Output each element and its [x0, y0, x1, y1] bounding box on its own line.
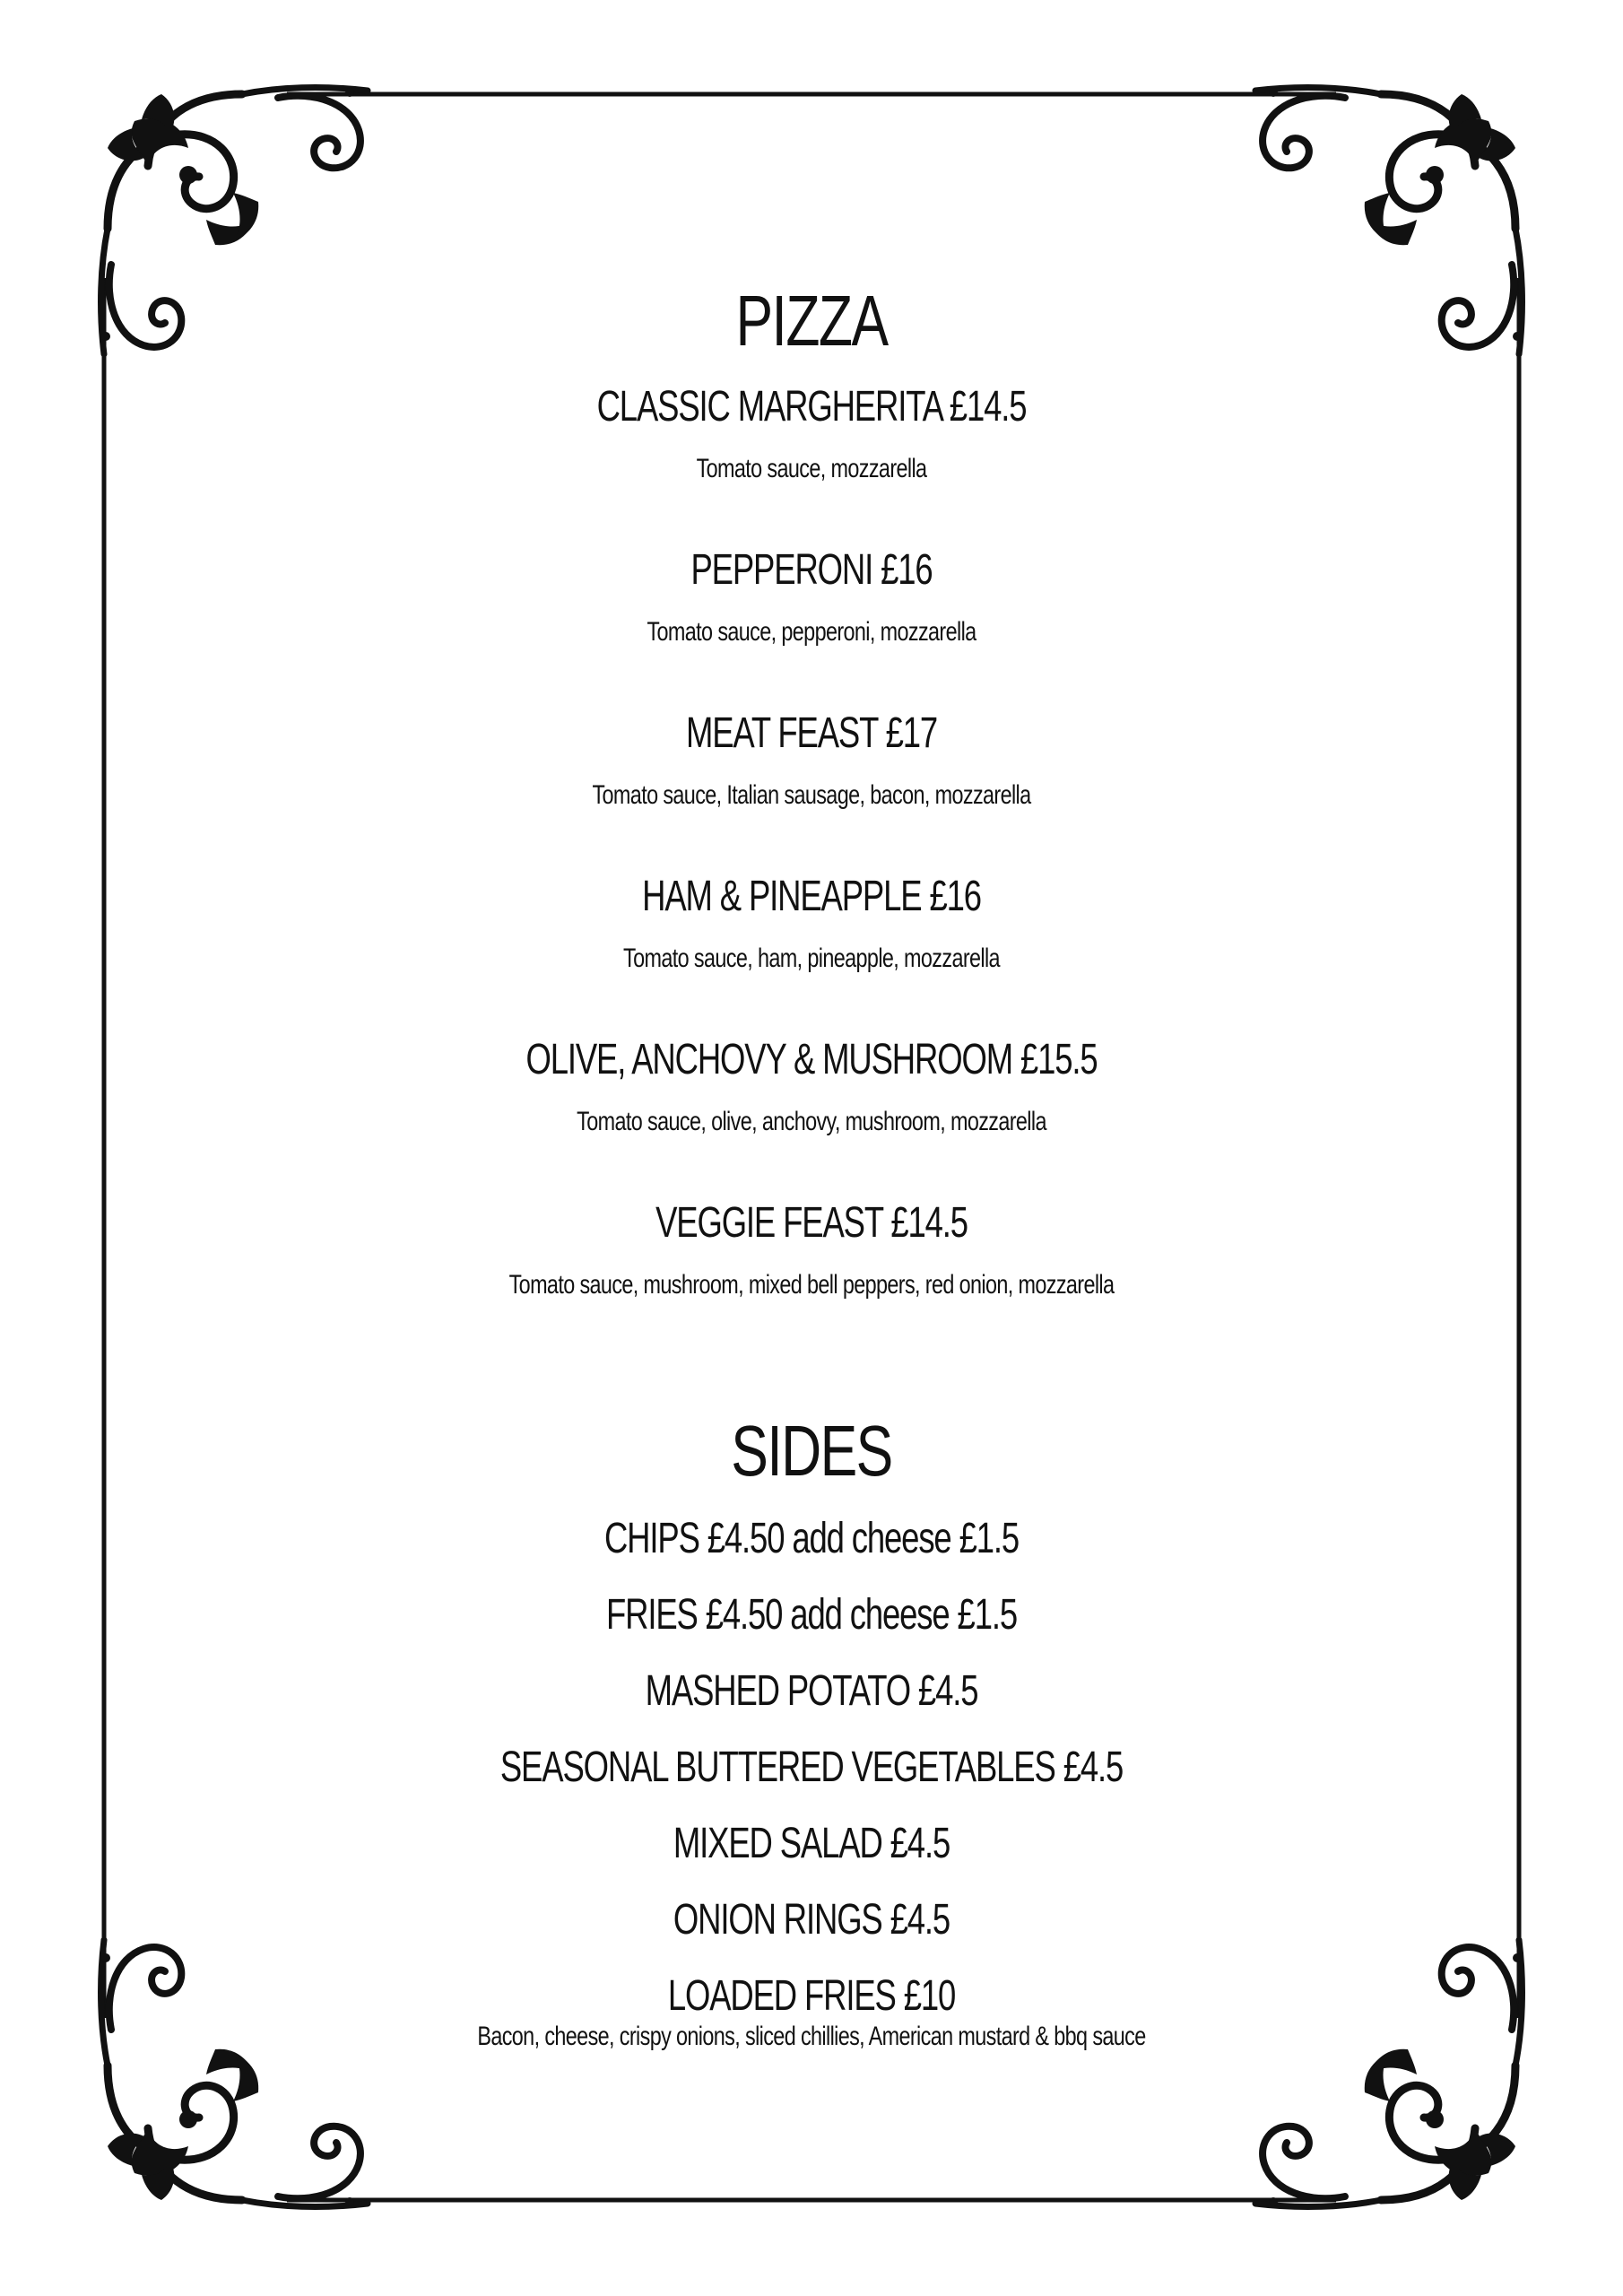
pizza-section-title: PIZZA: [735, 281, 888, 361]
side-item-name: SEASONAL BUTTERED VEGETABLES £4.5: [499, 1744, 1124, 1791]
sides-section-title: SIDES: [731, 1411, 892, 1491]
menu-item-name: HAM & PINEAPPLE £16: [642, 873, 981, 920]
menu-item-name: CLASSIC MARGHERITA £14.5: [596, 383, 1027, 430]
menu-item-description: Tomato sauce, olive, anchovy, mushroom, mozzarella: [577, 1107, 1046, 1136]
side-item-name: MASHED POTATO £4.5: [645, 1667, 978, 1715]
side-item-description: Bacon, cheese, crispy onions, sliced chillies, American mustard & bbq sauce: [477, 2022, 1146, 2051]
side-item-name: FRIES £4.50 add cheese £1.5: [606, 1591, 1017, 1639]
side-item-name: CHIPS £4.50 add cheese £1.5: [603, 1515, 1020, 1562]
menu-item-description: Tomato sauce, mushroom, mixed bell peppers, red onion, mozzarella: [508, 1270, 1115, 1300]
side-item-name: MIXED SALAD £4.5: [673, 1820, 950, 1867]
side-item-name: LOADED FRIES £10: [667, 1972, 956, 2020]
menu-item-description: Tomato sauce, pepperoni, mozzarella: [647, 617, 976, 647]
menu-item-description: Tomato sauce, mozzarella: [696, 454, 927, 483]
side-item-name: ONION RINGS £4.5: [673, 1896, 950, 1944]
menu-item-description: Tomato sauce, Italian sausage, bacon, mozzarella: [592, 780, 1031, 810]
menu-item-name: VEGGIE FEAST £14.5: [655, 1199, 968, 1247]
menu-item-name: PEPPERONI £16: [690, 546, 933, 594]
menu-item-description: Tomato sauce, ham, pineapple, mozzarella: [623, 944, 1000, 973]
menu-item-name: MEAT FEAST £17: [685, 709, 938, 757]
menu-item-name: OLIVE, ANCHOVY & MUSHROOM £15.5: [525, 1036, 1098, 1083]
